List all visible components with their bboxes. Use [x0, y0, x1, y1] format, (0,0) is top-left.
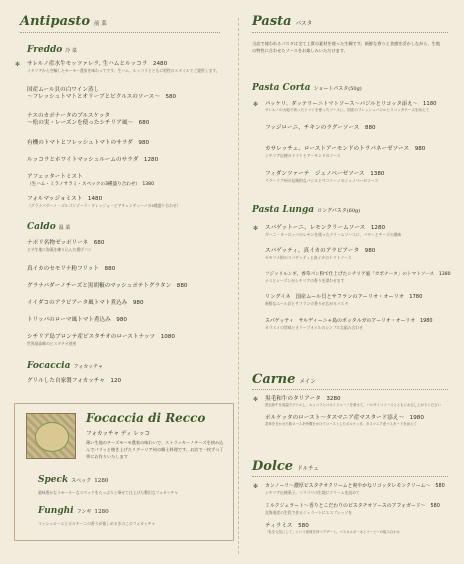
menu-item [265, 171, 384, 183]
item-name: カサレッチェ、ローストアーモンドのトラパネーゼソース 980 [265, 146, 426, 152]
freddo-title-jp: 冷 菜 [65, 48, 77, 54]
item-name: トリッパのローマ風トマト煮込み 980 [27, 317, 127, 323]
pasta-lunga-heading [252, 205, 360, 215]
item-desc: 北海道産の生乳で作るジェラートにエスプレッソを [265, 510, 353, 515]
recommend-star-icon: ✻ [253, 225, 259, 232]
menu-item [27, 140, 149, 147]
menu-item [265, 271, 451, 283]
speck-desc: 風味豊かなスモーキーなスペックをたっぷりと乗せて仕上げた贅沢なフォカッチャ [38, 490, 178, 495]
item-name: フォルマッジョミスト 1480 [27, 196, 103, 202]
item-name: フィダンツァーテ ジェノベーゼソース 1380 [265, 171, 385, 177]
carne-rule [252, 389, 448, 390]
carne-title-en: Carne [252, 372, 296, 387]
menu-item [265, 146, 425, 158]
recommend-star-icon: ✻ [15, 61, 21, 68]
focaccia-photo [26, 413, 76, 459]
recommend-star-icon: ✻ [253, 483, 259, 490]
freddo-title-en: Freddo [27, 45, 63, 55]
focaccia-recco-subtitle: フォカッチャ ディ レッコ [86, 431, 151, 437]
speck-desc-block [38, 490, 178, 495]
menu-item [27, 317, 127, 324]
menu-item [265, 523, 400, 535]
item-name: 有機のトマトとフレッシュトマトのサラダ 980 [27, 140, 150, 146]
menu-item [27, 283, 187, 290]
item-desc: 香草をきかせた豚ロースを時間をかけてローストしたポルケッタ。タスマニア産マスタードを添えて [265, 422, 417, 426]
item-name: スパゲットーニ、レモンクリームソース 1280 [265, 225, 386, 231]
menu-item [27, 266, 115, 273]
menu-item [265, 415, 424, 427]
recommend-star-icon: ✻ [253, 101, 259, 108]
item-desc: ナスとレーズンがシチリアの香りを漂わせます [265, 278, 345, 283]
item-name-line2: ～松の実・レーズンを使ったシチリア風～ 680 [27, 120, 150, 126]
item-desc: カラスミの旨味とオリーブオイルのシンプルな組み合わせ [265, 325, 363, 330]
menu-item [265, 125, 376, 132]
item-desc: サレルノの大地で育ったトマトを使ったソースに、国産のフレッシュバジルとリコッタチーズを添えて [265, 108, 430, 112]
menu-item [265, 318, 432, 330]
focaccia-title-en: Focaccia [27, 361, 71, 371]
item-name: パッケリ、ダッテリーニトマトソース～バジルとリコッタ添え～ 1180 [265, 101, 437, 107]
item-name: リングイネ 国産ムール貝とサフランのアーリオ・オーリオ 1780 [265, 294, 423, 300]
pasta-rule [252, 32, 448, 33]
menu-item [253, 483, 445, 495]
pasta-heading [252, 14, 312, 29]
item-name: フジッリルンギ、香草パン粉で仕上げたシチリア風「カポナータ」のトマトソース 1380 [265, 272, 451, 277]
caldo-heading [27, 222, 70, 232]
menu-item [265, 294, 422, 306]
menu-item [253, 225, 402, 237]
item-name: 真イカのセモリナ粉フリット 880 [27, 266, 116, 272]
pasta-corta-title-en: Pasta Corta [252, 83, 311, 93]
funghi-heading [38, 506, 109, 516]
item-name: グラナパダーノチーズと黒胡椒のマッシュポテトグラタン 880 [27, 283, 188, 289]
item-name: スパゲッティ サルディーニャ島のボッタルガのアーリオ・オーリオ 1980 [265, 318, 433, 324]
menu-item [265, 503, 440, 515]
item-desc: 黒毛和牛を高温でグリルし、ルッコラとパルミジャーノを乗せて、バルサミコソースとともにお召し上がりください [265, 403, 441, 407]
menu-item [27, 196, 180, 208]
pasta-title-en: Pasta [252, 14, 292, 29]
item-name: カンノーリ～濃厚ピスタチオクリームと爽やかなリコッタレモンクリーム～ 580 [265, 483, 445, 489]
menu-item [15, 61, 220, 73]
pasta-lunga-title-en: Pasta Lunga [252, 205, 315, 215]
menu-item [253, 396, 441, 408]
menu-item [27, 113, 149, 127]
menu-item [253, 101, 437, 113]
pasta-lunga-title-jp: ロングパスタ(60g) [317, 208, 361, 214]
item-desc: イタリアから空輸したモーモー農家を味わってです。生ハム、ルッコラとともに相性のスタイルでご提供します。 [27, 68, 220, 73]
funghi-price: 1280 [94, 509, 109, 515]
recommend-star-icon: ✻ [253, 396, 259, 403]
item-name: 国産ムール貝の白ワイン蒸し [27, 87, 100, 93]
item-name: ナポリ名物ゼッポリーネ 680 [27, 240, 105, 246]
focaccia-recco-title: Focaccia di Recco [86, 411, 206, 425]
carne-title-jp: メイン [299, 379, 316, 385]
pasta-corta-title-jp: ショートパスタ(50g) [313, 86, 362, 92]
item-name: フッジローニ、チキンのラグーソース 880 [265, 125, 376, 131]
funghi-title-jp: フンギ [76, 509, 92, 515]
funghi-desc-block [38, 521, 155, 526]
item-name: ティラミス 580 [265, 523, 309, 529]
freddo-heading [27, 45, 77, 55]
dolce-rule [252, 476, 448, 477]
focaccia-title-jp: フォカッチャ [73, 364, 103, 370]
dolce-title-jp: ドルチェ [297, 466, 319, 472]
menu-item [27, 174, 154, 188]
funghi-desc: マッシュルームとポルチーニの香りが楽しめるきのこのフォカッチャ [38, 521, 156, 526]
item-desc: 新鮮なムール貝とサフランの香りが広がるパスタ [265, 301, 349, 306]
antipasto-title-jp: 前 菜 [94, 21, 107, 27]
item-name-line2: ～フレッシュトマトとオリーブとピクルスのソース～ 580 [27, 94, 177, 100]
antipasto-rule [20, 32, 220, 33]
menu-item [27, 378, 121, 385]
pasta-title-jp: パスタ [295, 21, 313, 27]
pasta-corta-heading [252, 83, 362, 93]
item-desc: 世界最高峰のピスタチオ使用 [27, 341, 77, 346]
item-name: グリルした自家製フォカッチャ 120 [27, 378, 122, 384]
menu-item [27, 157, 158, 164]
funghi-title-en: Funghi [38, 506, 74, 516]
item-desc: ダーニ・ヨーロッパのレモンを使ったクリームソースに、バターとチーズの風味 [265, 232, 402, 237]
item-desc: セモリナ粉のスパゲッティと真イカのトマトソース [265, 255, 352, 260]
menu-item [27, 334, 175, 346]
focaccia-recco-desc: 薄い生地のチーズモーモ農家の味わいで、ストラッキーノチーズを挟み込んでパリッと焼き上げたリグーリア州の郷土料理です。お店で一枚ずつ丁寧にお作りいたします [86, 440, 224, 459]
caldo-title-en: Caldo [27, 222, 56, 232]
speck-title-en: Speck [38, 475, 69, 485]
item-name: ポルケッタのロースト〜タスマニア産マスタード添え〜 1980 [265, 415, 424, 421]
carne-heading [252, 372, 316, 387]
pasta-intro: 当店で使われるパスタは全て上質の素材を使った生麺です。新鮮な香りと食感を活かしながら、生地の特性に合わせたソースをお楽しみいただけます。 [252, 41, 441, 53]
item-desc: （グラナパダーノ・ゴルゴンゾーラ・タレッジョ・ピアチェンティーノの4種盛り合わせ） [27, 203, 181, 208]
item-name: ナスのカポナータのブルスケッタ [27, 113, 111, 119]
menu-item [27, 87, 176, 101]
menu-item [265, 248, 375, 260]
item-name: 黒毛和牛のタリアータ 3280 [265, 396, 341, 402]
item-desc: シチリア伝統のトマトとアーモンドのソース [265, 153, 341, 158]
focaccia-heading [27, 361, 103, 371]
speck-heading [38, 475, 109, 485]
item-desc: ピザ生地に海藻を練り込んだ揚げパン [27, 247, 92, 252]
antipasto-title-en: Antipasto [20, 14, 90, 29]
dolce-title-en: Dolce [252, 459, 294, 474]
item-name: スパゲッティ、真イカのアラビアータ 980 [265, 248, 376, 254]
item-desc: 「私を元気にして」という意味を持つデザート。マスカルポーネとコーヒーの組み合わせ [265, 530, 401, 534]
column-divider [238, 18, 239, 554]
item-name: ルッコラとホワイトマッシュルームのサラダ 1280 [27, 157, 159, 163]
item-desc: シチリア伝統菓子。パリパリの生地にクリームを詰めて [265, 490, 360, 495]
item-desc: リグーリア州の伝統的なバジルとペコリーノのジェノベーゼソース [265, 178, 379, 183]
dolce-heading [252, 459, 319, 474]
speck-title-jp: スペック [71, 478, 92, 484]
item-desc: （生ハム・ミラノサラミ・スペックの3種盛り合わせ） 1380 [27, 182, 155, 187]
speck-price: 1280 [94, 478, 109, 484]
menu-item [27, 300, 144, 307]
item-name: イイダコのアラビアータ風トマト煮込み 980 [27, 300, 144, 306]
item-name: ミルクジェラート～香りとこだわりのピスタチオソースのアフォガード～ 580 [265, 503, 440, 509]
antipasto-heading [20, 14, 107, 29]
menu-item [27, 240, 104, 252]
item-name: サレルノ産水牛モッツァレラ, 生ハムとルッコラ 2480 [27, 61, 168, 67]
item-name: アフェッタートミスト [27, 174, 83, 180]
item-name: シチリア島ブロンテ産ピスタチオのローストナッツ 1080 [27, 334, 175, 340]
caldo-title-jp: 温 菜 [58, 225, 71, 231]
